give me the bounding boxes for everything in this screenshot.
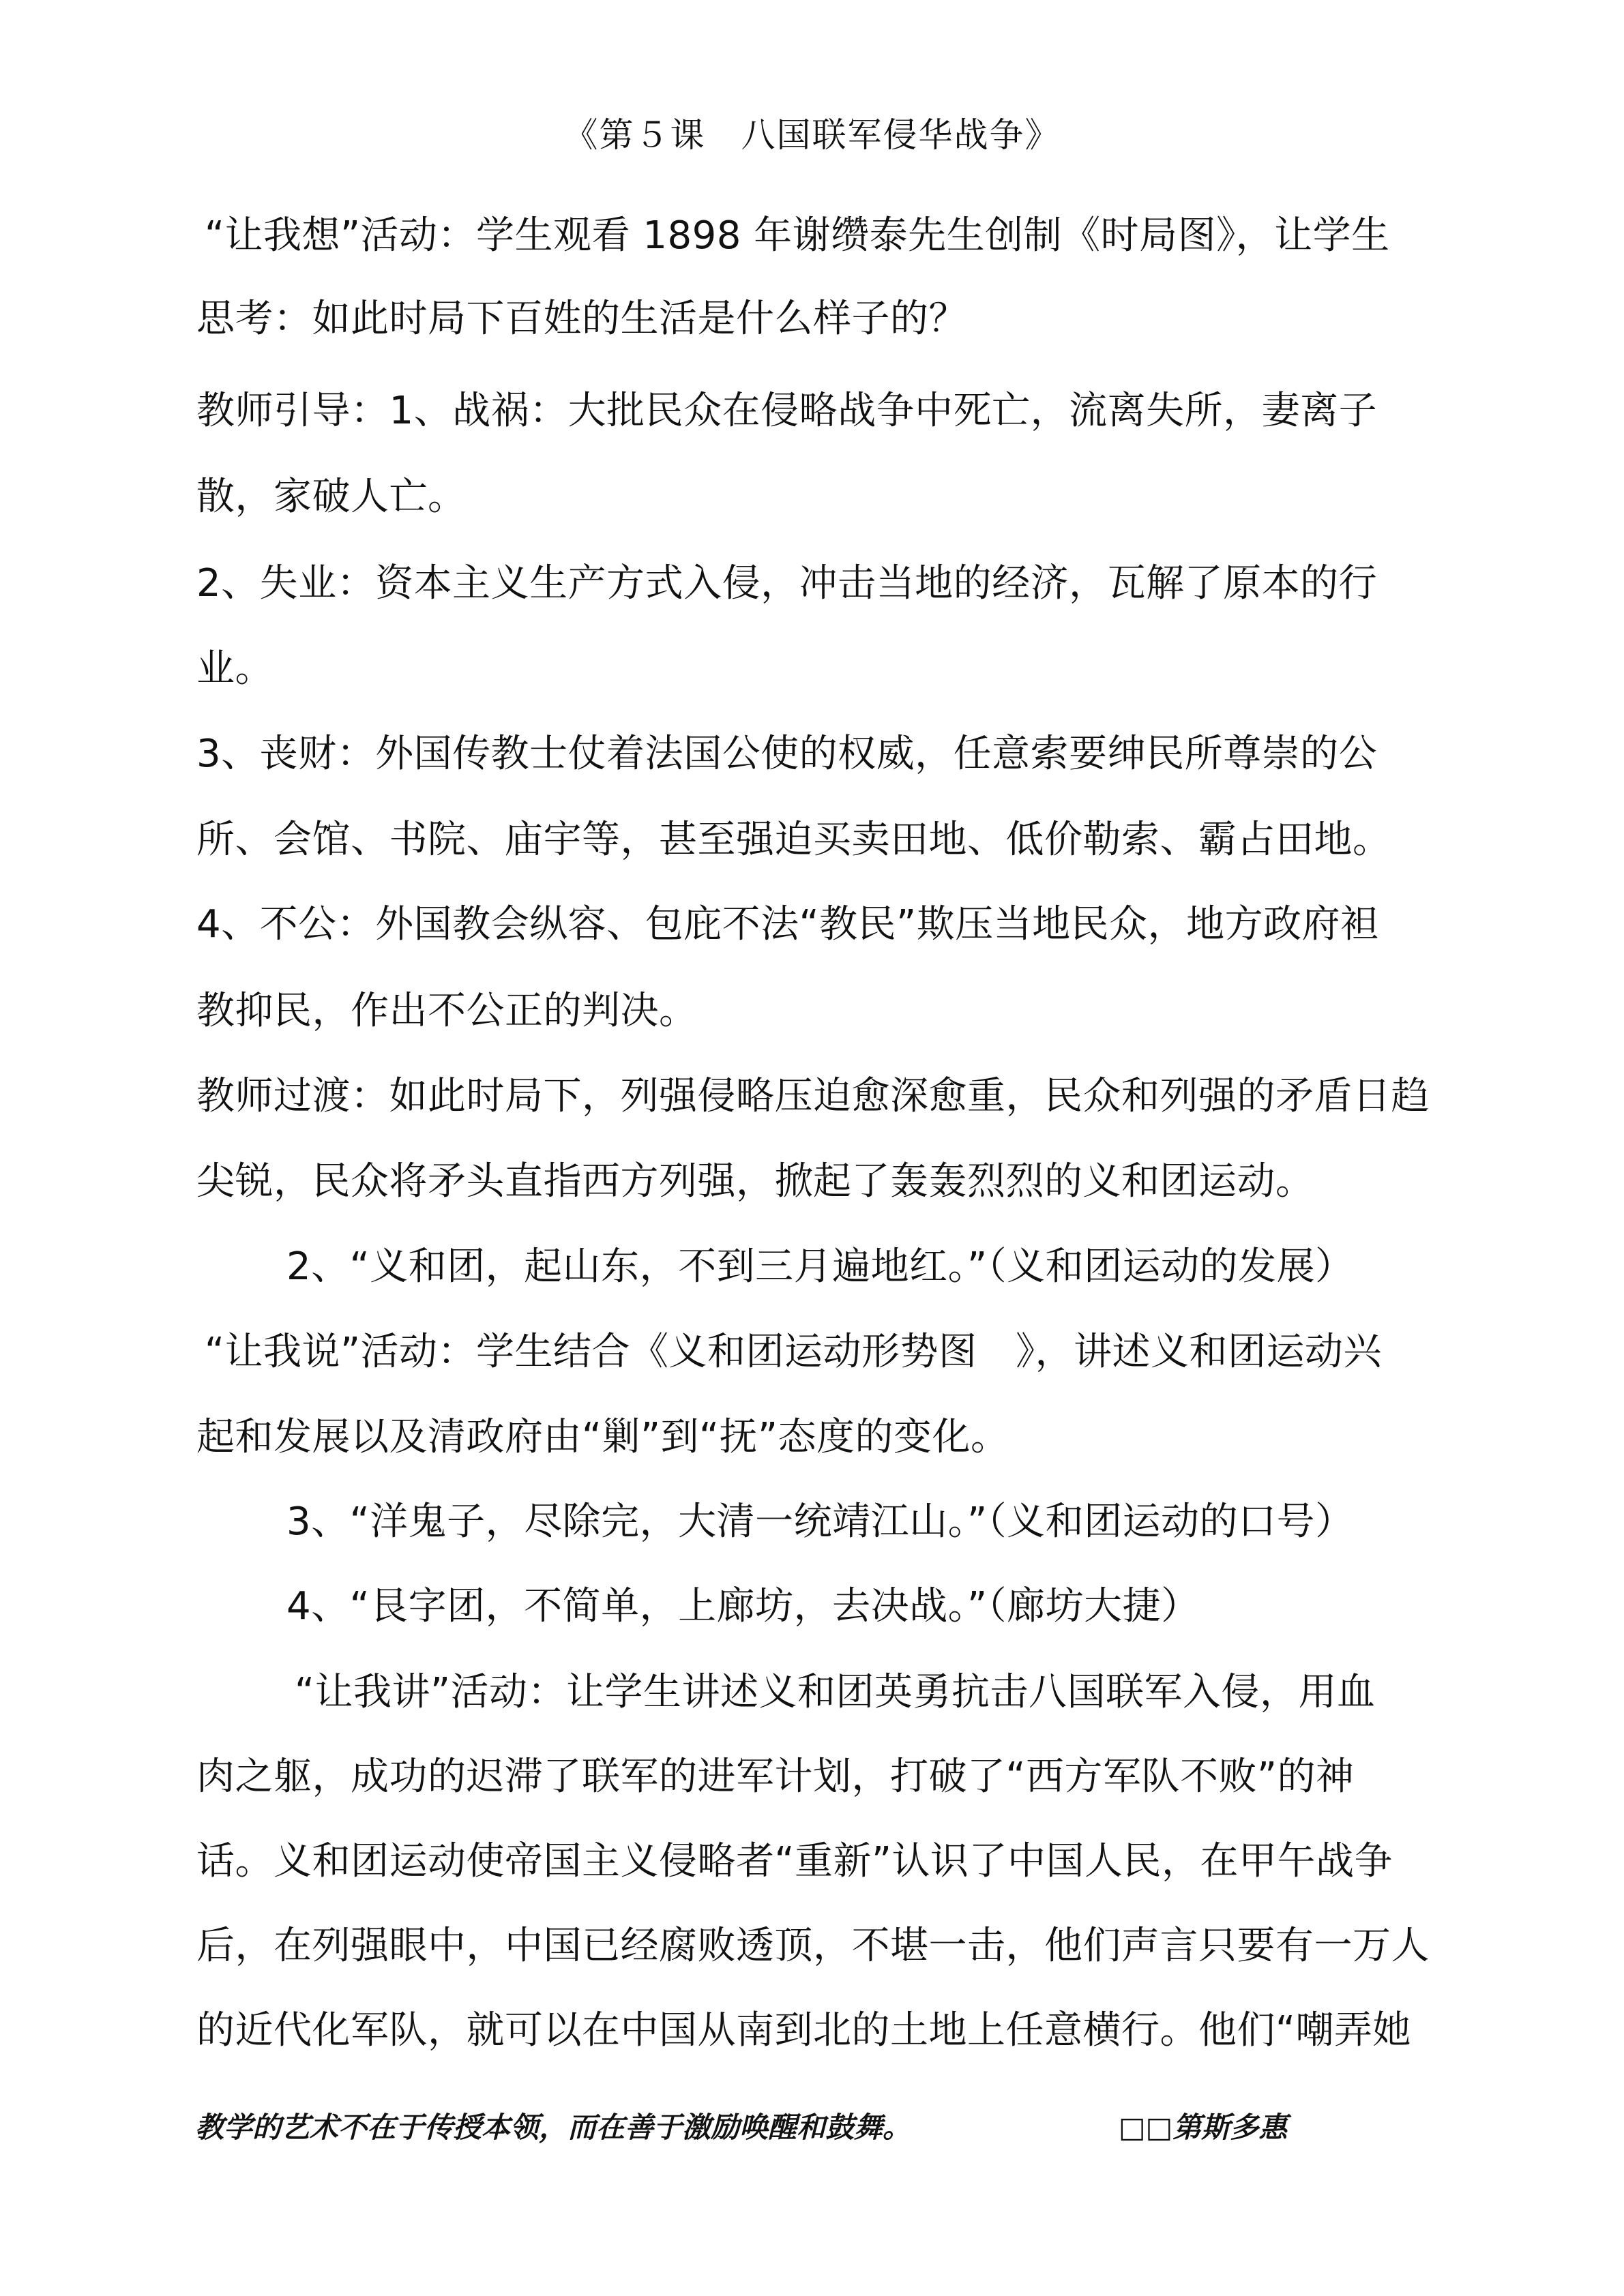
body-line: 教抑民，作出不公正的判决。 <box>196 989 698 1033</box>
body-line: 2、“义和团，起山东，不到三月遍地红。”（义和团运动的发展） <box>286 1244 1354 1289</box>
body-line: 的近代化军队，就可以在中国从南到北的土地上任意横行。他们“嘲弄她 <box>196 2008 1412 2053</box>
body-line: 后，在列强眼中，中国已经腐败透顶，不堪一击，他们声言只要有一万人 <box>196 1924 1430 1968</box>
body-line: 起和发展以及清政府由“剿”到“抚”态度的变化。 <box>196 1415 1009 1459</box>
body-line: 4、“艮字团，不简单，上廊坊，去决战。”（廊坊大捷） <box>286 1584 1200 1628</box>
body-line: “让我想”活动：学生观看 1898 年谢缵泰先生创制《时局图》，让学生 <box>205 213 1390 258</box>
body-line: “让我说”活动：学生结合《义和团运动形势图 》，讲述义和团运动兴 <box>205 1330 1383 1374</box>
footer-motto: 教学的艺术不在于传授本领，而在善于激励唤醒和鼓舞。 <box>195 2111 912 2144</box>
body-line: 3、“洋鬼子，尽除完，大清一统靖江山。”（义和团运动的口号） <box>286 1500 1354 1544</box>
body-line: 业。 <box>196 646 274 691</box>
page-header-title: 《第５课 八国联军侵华战争》 <box>563 115 1061 155</box>
body-line: 2、失业：资本主义生产方式入侵，冲击当地的经济，瓦解了原本的行 <box>196 561 1378 606</box>
body-line: 肉之躯，成功的迟滞了联军的进军计划，打破了“西方军队不败”的神 <box>196 1755 1355 1799</box>
body-line: 散，家破人亡。 <box>196 475 467 519</box>
body-line: 4、不公：外国教会纵容、包庇不法“教民”欺压当地民众，地方政府袒 <box>196 902 1379 946</box>
footer-author: □□第斯多惠 <box>1119 2111 1288 2144</box>
body-line: 教师引导：1、战祸：大批民众在侵略战争中死亡，流离失所，妻离子 <box>196 389 1378 433</box>
body-line: 思考：如此时局下百姓的生活是什么样子的？ <box>196 297 967 341</box>
body-line: “让我讲”活动：让学生讲述义和团英勇抗击八国联军入侵，用血 <box>295 1670 1376 1714</box>
body-line: 3、丧财：外国传教士仗着法国公使的权威，任意索要绅民所尊崇的公 <box>196 732 1378 776</box>
body-line: 尖锐，民众将矛头直指西方列强，掀起了轰轰烈烈的义和团运动。 <box>196 1159 1314 1204</box>
body-line: 话。义和团运动使帝国主义侵略者“重新”认识了中国人民，在甲午战争 <box>196 1839 1393 1883</box>
body-line: 所、会馆、书院、庙宇等，甚至强迫买卖田地、低价勒索、霸占田地。 <box>196 818 1391 862</box>
body-line: 教师过渡：如此时局下，列强侵略压迫愈深愈重，民众和列强的矛盾日趋 <box>196 1074 1430 1118</box>
